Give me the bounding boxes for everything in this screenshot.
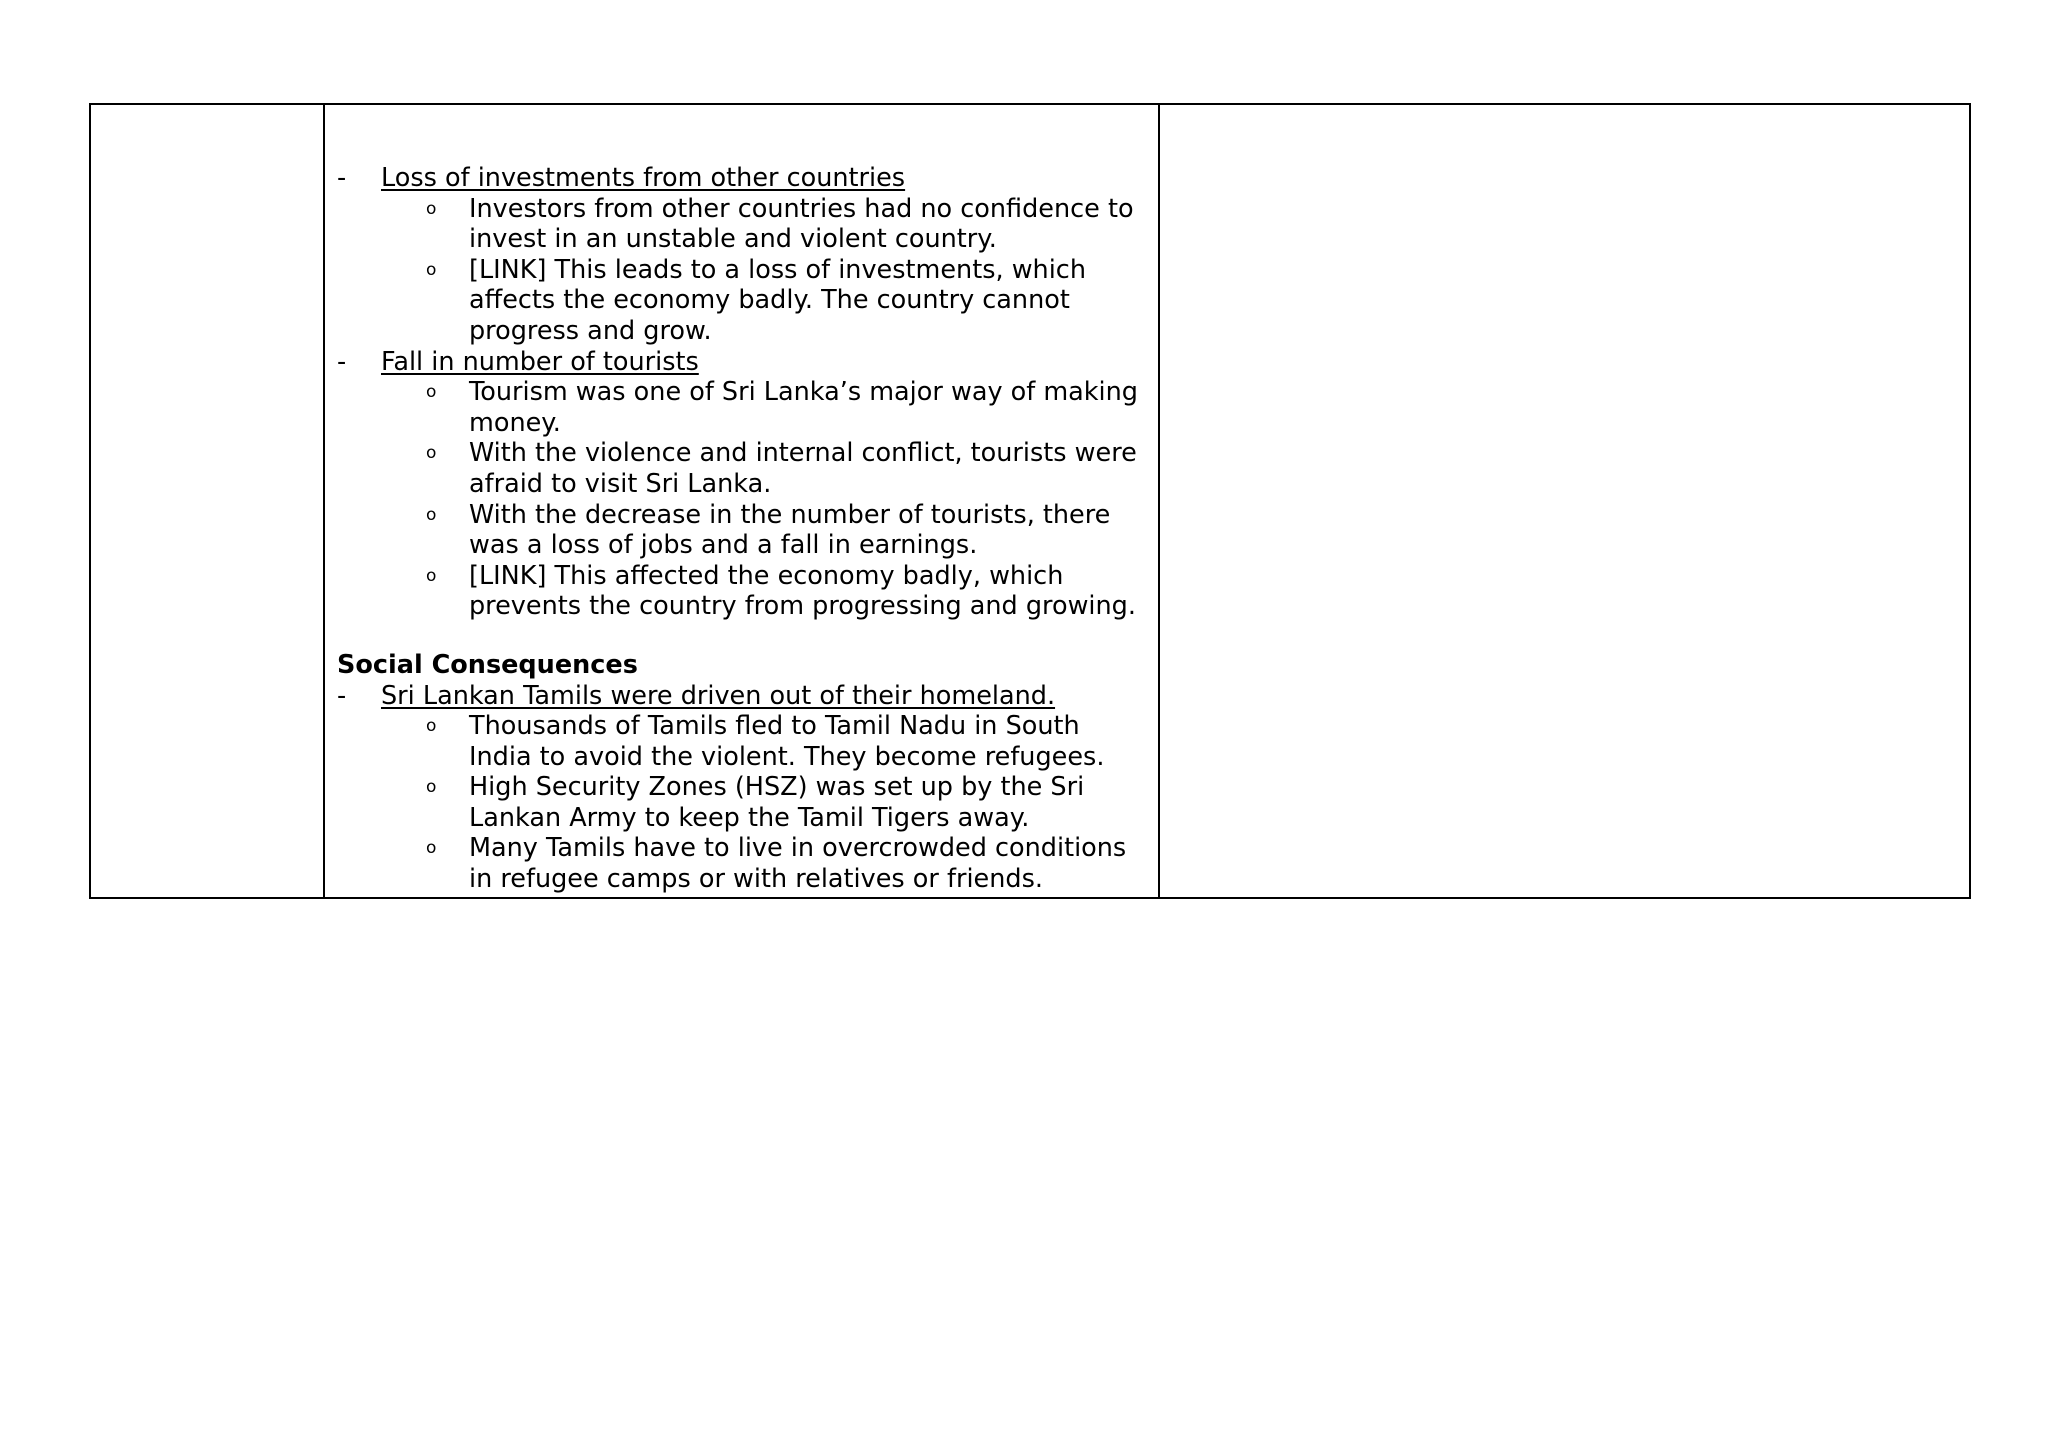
sub-list [337, 377, 1148, 622]
point-loss-of-investments [337, 163, 1148, 194]
list-item [337, 772, 1148, 833]
circle-bullet-icon: o [426, 198, 437, 219]
list-item-text: [LINK] This affected the economy badly, which prevents the country from progressing and growing. [469, 560, 1136, 622]
point-title: Sri Lankan Tamils were driven out of their homeland. [381, 680, 1056, 711]
point-tamils-driven-out [337, 681, 1148, 712]
table-cell-right [1159, 104, 1970, 898]
circle-bullet-icon: o [426, 504, 437, 525]
circle-bullet-icon: o [426, 443, 437, 464]
list-item [337, 438, 1148, 499]
list-item [337, 500, 1148, 561]
table-cell-left [90, 104, 324, 898]
sub-list [337, 194, 1148, 347]
list-item-text: Investors from other countries had no confidence to invest in an unstable and violent country. [469, 193, 1134, 255]
list-item [337, 561, 1148, 622]
dash-marker: - [337, 346, 347, 377]
consequences-content [325, 105, 1158, 895]
list-item-text: With the decrease in the number of tourists, there was a loss of jobs and a fall in earnings. [469, 499, 1111, 561]
list-item [337, 255, 1148, 347]
circle-bullet-icon: o [426, 777, 437, 798]
dash-marker: - [337, 680, 347, 711]
table-row [90, 104, 1970, 898]
document-table [89, 103, 1971, 899]
sub-list [337, 711, 1148, 895]
list-item-text: Many Tamils have to live in overcrowded conditions in refugee camps or with relatives or friends. [469, 833, 1127, 895]
list-item [337, 377, 1148, 438]
list-item [337, 711, 1148, 772]
list-item [337, 833, 1148, 894]
list-item-text: Tourism was one of Sri Lanka’s major way of making money. [469, 377, 1138, 438]
list-item-text: Thousands of Tamils fled to Tamil Nadu in South India to avoid the violent. They become refugees. [469, 711, 1105, 772]
list-item [337, 194, 1148, 255]
section-heading-social: Social Consequences [337, 649, 638, 680]
point-fall-in-tourists [337, 347, 1148, 378]
circle-bullet-icon: o [426, 716, 437, 737]
list-item-text: High Security Zones (HSZ) was set up by the Sri Lankan Army to keep the Tamil Tigers away. [469, 772, 1085, 833]
point-title: Loss of investments from other countries [381, 163, 906, 193]
table-cell-content [324, 104, 1159, 898]
circle-bullet-icon: o [426, 565, 437, 586]
circle-bullet-icon: o [426, 382, 437, 403]
list-item-text: [LINK] This leads to a loss of investments, which affects the economy badly. The country cannot progress and grow. [469, 254, 1086, 346]
dash-marker: - [337, 163, 347, 193]
list-item-text: With the violence and internal conflict, tourists were afraid to visit Sri Lanka. [469, 438, 1137, 499]
point-title: Fall in number of tourists [381, 346, 699, 377]
circle-bullet-icon: o [426, 838, 437, 859]
paragraph-spacer [337, 622, 1148, 650]
circle-bullet-icon: o [426, 259, 437, 280]
